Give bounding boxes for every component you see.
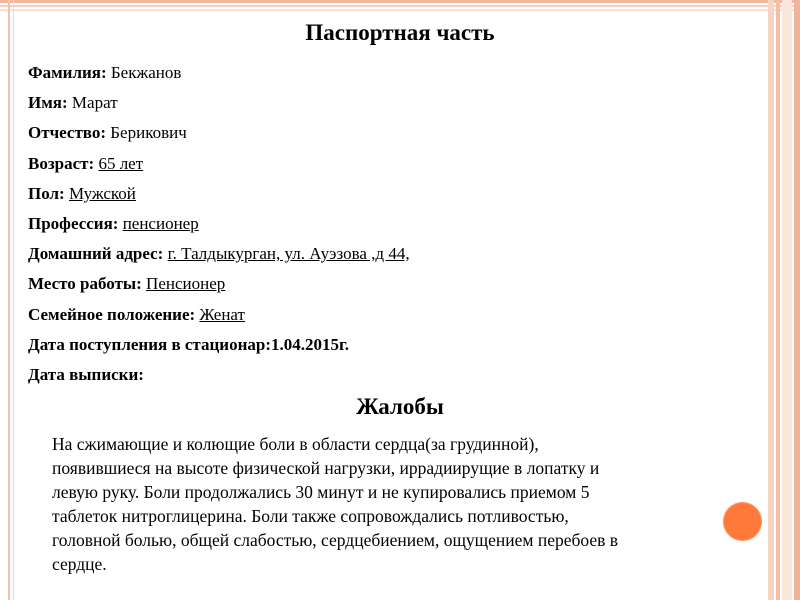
complaints-heading: Жалобы — [356, 394, 444, 419]
field-value: Бекжанов — [110, 63, 182, 82]
field-value: Женат — [199, 304, 245, 324]
field-label: Пол: — [28, 183, 65, 203]
complaints-text — [52, 432, 772, 576]
field-profession — [28, 209, 748, 239]
field-label: Отчество: — [28, 123, 107, 143]
complaints-line: таблеток нитроглицерина. Боли также сопровождались потливостью, — [52, 506, 569, 526]
left-decor-rule — [8, 0, 10, 600]
field-marital-status — [28, 300, 748, 330]
orange-circle-decor — [723, 502, 762, 541]
field-gender — [28, 179, 748, 209]
complaints-line: левую руку. Боли продолжались 30 минут и не купировались приемом 5 — [52, 482, 590, 502]
field-value: Мужской — [68, 183, 136, 203]
right-decor-band — [776, 0, 780, 600]
field-label: Фамилия: — [28, 63, 107, 82]
passport-fields — [28, 58, 748, 390]
field-value: 65 лет — [98, 153, 144, 173]
field-label: Возраст: — [28, 153, 95, 173]
field-name — [28, 88, 748, 118]
field-label: Место работы: — [28, 274, 142, 294]
field-workplace — [28, 269, 748, 299]
field-address — [28, 239, 748, 269]
field-value: Пенсионер — [146, 274, 226, 294]
complaints-line: появившиеся на высоте физической нагрузки, иррадиирущие в лопатку и — [52, 458, 600, 478]
right-decor-band — [794, 0, 800, 600]
field-value: г. Талдыкурган, ул. Ауэзова ,д 44, — [167, 244, 410, 264]
field-patronymic — [28, 118, 748, 148]
field-value: пенсионер — [122, 213, 199, 233]
field-value: Берикович — [110, 123, 187, 143]
field-value: 1.04.2015г. — [270, 334, 350, 354]
top-decor-strip — [0, 0, 800, 3]
field-admission-date — [28, 330, 748, 360]
complaints-line: сердце. — [52, 554, 107, 574]
field-label: Семейное положение: — [28, 304, 196, 324]
page-title: Паспортная часть — [305, 20, 495, 45]
complaints-line: На сжимающие и колющие боли в области сердца(за грудинной), — [52, 434, 539, 454]
field-surname — [28, 58, 748, 88]
left-decor-rule — [13, 0, 14, 600]
field-label: Домашний адрес: — [28, 244, 164, 264]
right-decor-band — [782, 0, 792, 600]
complaints-line: головной болью, общей слабостью, сердцебиением, ощущением перебоев в — [52, 530, 619, 550]
field-label: Профессия: — [28, 213, 119, 233]
top-decor-strip — [0, 9, 800, 11]
field-label: Дата выписки: — [28, 364, 144, 384]
field-label: Дата поступления в стационар: — [28, 334, 271, 354]
top-decor-strip — [0, 5, 800, 7]
field-age — [28, 149, 748, 179]
field-label: Имя: — [28, 93, 68, 113]
field-discharge-date — [28, 360, 748, 390]
field-value: Марат — [71, 93, 118, 113]
